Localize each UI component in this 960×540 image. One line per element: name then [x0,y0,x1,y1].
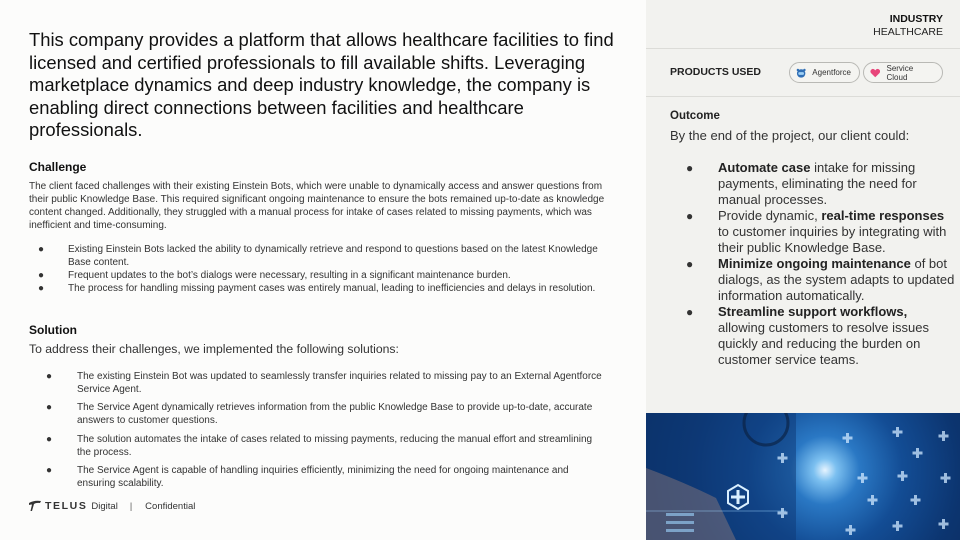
bullet-icon: ● [686,305,694,319]
agentforce-icon [796,68,806,78]
company-intro: This company provides a platform that allows healthcare facilities to find licensed and certified professionals to fill available shifts. Leveraging marketplace dynamics and deep industry knowledge, the company is enabling direct connections between facilities and healthcare professionals. [29,29,614,141]
list-item: ● Minimize ongoing maintenance of bot dialogs, as the system adapts to updated information automatically. [686,256,955,303]
bullet-icon: ● [686,161,694,175]
product-name: Agentforce [812,68,851,77]
list-item: ● The process for handling missing payment cases was entirely manual, leading to inefficiencies and delays in resolution. [38,283,596,294]
footer [28,498,195,514]
outcome-bullets [686,160,956,368]
list-item: ● Streamline support workflows, allowing customers to resolve issues quickly and reducing the burden on customer service teams. [686,304,929,367]
solution-heading: Solution [29,323,77,337]
bullet-icon: ● [38,270,45,281]
solution-bullets [46,370,606,495]
list-item: ● Frequent updates to the bot’s dialogs were necessary, resulting in a significant maintenance burden. [38,270,511,281]
bullet-icon: ● [686,209,694,223]
divider [646,48,960,49]
healthcare-photo [646,413,960,540]
bullet-icon: ● [38,283,45,294]
brand-suffix: Digital [91,500,118,512]
product-badge-service-cloud [863,62,943,83]
bullet-icon: ● [46,433,53,445]
challenge-heading: Challenge [29,160,87,174]
industry-label: INDUSTRY [889,13,943,25]
challenge-bullets [38,243,598,295]
bullet-icon: ● [46,402,53,414]
industry-value: HEALTHCARE [873,26,943,38]
bullet-icon: ● [46,464,53,476]
products-used-label: PRODUCTS USED [670,66,762,78]
list-item: ● The solution automates the intake of cases related to missing payments, reducing the manual effort and streamlining the process. [46,433,593,458]
divider [646,96,960,97]
list-item: ● The Service Agent dynamically retrieves information from the public Knowledge Base to provide up-to-date, accurate answers to customer questions. [46,402,593,427]
list-item: ● Automate case intake for missing payments, eliminating the need for manual processes. [686,160,917,207]
medical-icons-overlay [646,413,960,540]
confidential-label: Confidential [145,500,196,512]
product-badge-agentforce [789,62,860,83]
telus-wordmark: TELUS [45,500,88,512]
footer-separator: | [129,501,133,511]
sidebar [646,0,960,540]
list-item: ● Existing Einstein Bots lacked the ability to dynamically retrieve and respond to questions based on the latest Knowledge Base content. [38,244,598,268]
outcome-heading: Outcome [670,110,720,122]
challenge-body: The client faced challenges with their existing Einstein Bots, which were unable to dynamically access and answer questions from their public Knowledge Base. This required significant ongoing maintenance to ensure the bots remained up-to-date as knowledge content changed. Additionally, they struggled with a manual process for intake of cases related to missing payments, which was inefficient and time-consuming. [29,181,605,231]
bullet-icon: ● [686,257,694,271]
solution-intro: To address their challenges, we implemented the following solutions: [29,342,399,356]
bullet-icon: ● [46,371,53,382]
telus-logo-icon [28,500,42,512]
list-item: ● The Service Agent is capable of handling inquiries efficiently, minimizing the need for ongoing maintenance and ensuring scalability. [46,464,569,489]
product-name: Service Cloud [886,63,914,82]
list-item: ● The existing Einstein Bot was updated to seamlessly transfer inquiries related to missing pay to an External Agentforce Service Agent. [46,371,602,395]
bullet-icon: ● [38,244,45,255]
heart-icon [870,68,880,78]
outcome-intro: By the end of the project, our client could: [670,128,910,143]
list-item: ● Provide dynamic, real-time responses to customer inquiries by integrating with their public Knowledge Base. [686,208,947,255]
